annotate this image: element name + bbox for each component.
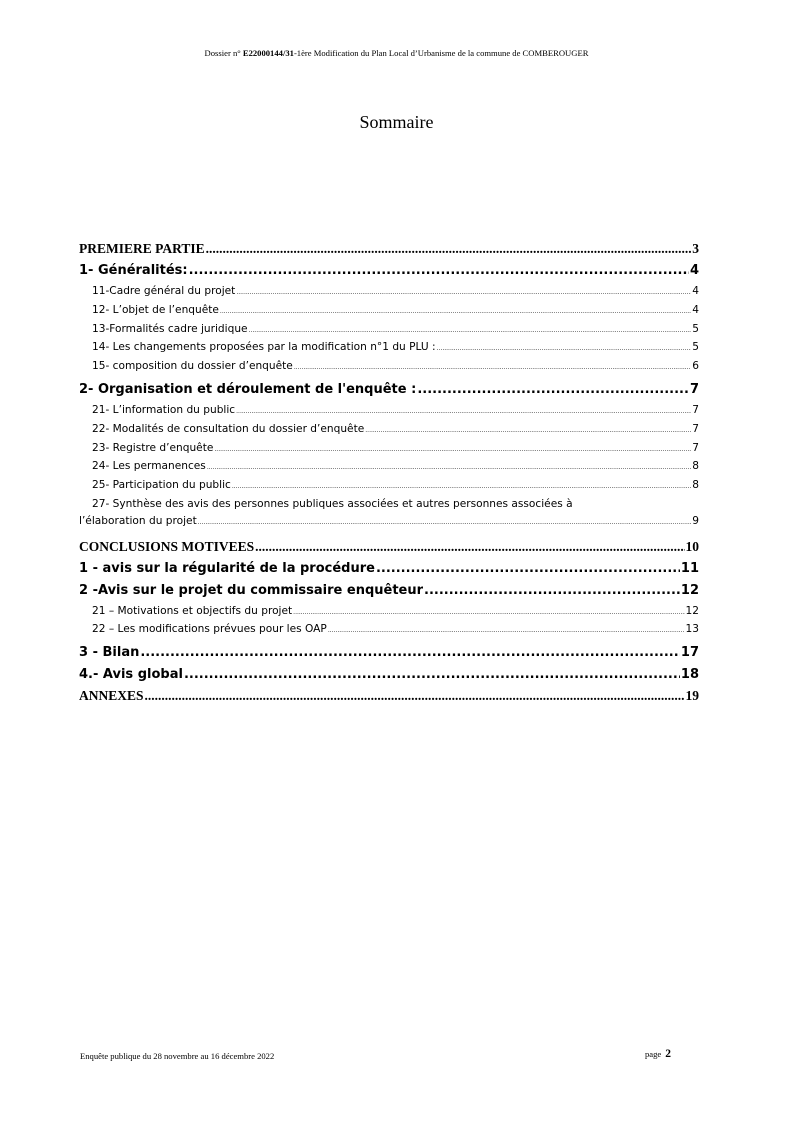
page-header xyxy=(0,48,793,58)
toc-entry-avis-global[interactable]: 4.- Avis global ..... 18 xyxy=(79,666,699,684)
toc-entry-12[interactable]: 12- L’objet de l’enquête ..... 4 xyxy=(79,302,699,321)
toc-entry-21[interactable]: 21- L’information du public ..... 7 xyxy=(79,402,699,421)
header-prefix: Dossier n° xyxy=(204,48,243,58)
toc-entry-25[interactable]: 25- Participation du public ..... 8 xyxy=(79,477,699,496)
toc-entry-21-motivations[interactable]: 21 – Motivations et objectifs du projet ..... 12 xyxy=(79,603,699,622)
table-of-contents xyxy=(79,240,699,709)
toc-entry-avis-regularite[interactable]: 1 - avis sur la régularité de la procédure ..... 11 xyxy=(79,560,699,578)
toc-entry-23[interactable]: 23- Registre d’enquête ..... 7 xyxy=(79,440,699,459)
toc-entry-22[interactable]: 22- Modalités de consultation du dossier d’enquête ..... 7 xyxy=(79,421,699,440)
toc-entry-15[interactable]: 15- composition du dossier d’enquête ..... 6 xyxy=(79,358,699,377)
page-title: Sommaire xyxy=(359,112,434,132)
toc-entry-11[interactable]: 11-Cadre général du projet ..... 4 xyxy=(79,283,699,302)
toc-entry-14[interactable]: 14- Les changements proposées par la modification n°1 du PLU : ..... 5 xyxy=(79,339,699,358)
toc-entry-organisation[interactable]: 2- Organisation et déroulement de l'enquête : ..... 7 xyxy=(79,381,699,399)
toc-entry-bilan[interactable]: 3 - Bilan ..... 17 xyxy=(79,644,699,662)
toc-entry-premiere-partie[interactable]: PREMIERE PARTIE ..... 3 xyxy=(79,240,699,258)
footer-page-number: 2 xyxy=(665,1048,671,1060)
toc-entry-conclusions-motivees[interactable]: CONCLUSIONS MOTIVEES ..... 10 xyxy=(79,538,699,556)
toc-entry-27-line2: l’élaboration du projet ..... 9 xyxy=(79,513,699,532)
toc-entry-generalites[interactable]: 1- Généralités: ..... 4 xyxy=(79,262,699,280)
toc-entry-annexes[interactable]: ANNEXES ..... 19 xyxy=(79,687,699,705)
toc-entry-24[interactable]: 24- Les permanences ..... 8 xyxy=(79,458,699,477)
footer-page xyxy=(645,1048,671,1060)
footer-dates: Enquête publique du 28 novembre au 16 décembre 2022 xyxy=(80,1051,275,1061)
toc-entry-13[interactable]: 13-Formalités cadre juridique ..... 5 xyxy=(79,321,699,340)
toc-entry-22-modifications[interactable]: 22 – Les modifications prévues pour les OAP ..... 13 xyxy=(79,621,699,640)
footer-page-label: page xyxy=(645,1049,662,1059)
toc-entry-27[interactable] xyxy=(79,496,699,532)
header-suffix: -1ère Modification du Plan Local d’Urbanisme de la commune de COMBEROUGER xyxy=(293,48,589,58)
toc-entry-avis-projet[interactable]: 2 -Avis sur le projet du commissaire enquêteur ..... 12 xyxy=(79,582,699,600)
dossier-number: E22000144/31 xyxy=(242,48,294,58)
toc-entry-27-line1: 27- Synthèse des avis des personnes publiques associées et autres personnes associées à xyxy=(92,497,573,510)
